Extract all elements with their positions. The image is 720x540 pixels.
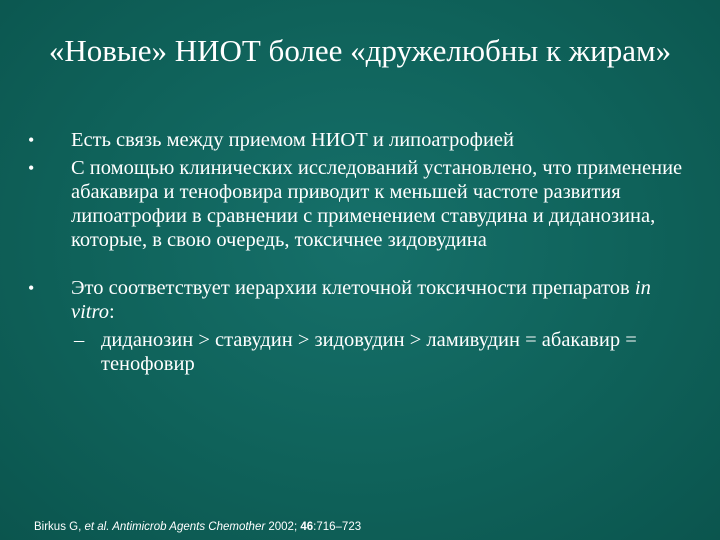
bullet-item xyxy=(28,276,688,324)
bullet-text: Есть связь между приемом НИОТ и липоатрофией xyxy=(71,129,515,151)
bullet-text: Это соответствует иерархии клеточной токсичности препаратов xyxy=(71,277,635,299)
citation xyxy=(34,521,361,533)
sub-bullet-marker: – xyxy=(74,329,85,351)
bullet-item xyxy=(28,156,688,252)
citation-journal: Antimicrob Agents Chemother xyxy=(109,521,266,533)
bullet-item xyxy=(28,128,688,152)
bullet-list xyxy=(28,128,688,376)
bullet-marker: • xyxy=(28,158,35,178)
slide-title: «Новые» НИОТ более «дружелюбны к жирам» xyxy=(48,33,672,68)
citation-volume: 46 xyxy=(300,521,314,533)
citation-etal: et al. xyxy=(84,521,110,533)
bullet-italic-text: in vitro xyxy=(71,277,651,323)
sub-bullet-text: диданозин > ставудин > зидовудин > ламивудин = абакавир = тенофовир xyxy=(101,329,637,375)
citation-pages: :716–723 xyxy=(313,521,362,533)
bullet-marker: • xyxy=(28,278,35,298)
bullet-text: С помощью клинических исследований установлено, что применение абакавира и тенофовира приводит к меньшей частоте развития липоатрофии в сравнении с применением ставудина и диданозина, которые, в свою очередь, токсичнее зидовудина xyxy=(71,157,683,251)
citation-year: 2002; xyxy=(265,521,301,533)
sub-bullet-item xyxy=(28,328,688,376)
bullet-text-end: : xyxy=(108,301,115,323)
bullet-marker: • xyxy=(28,130,35,150)
citation-authors: Birkus G, xyxy=(34,521,85,533)
